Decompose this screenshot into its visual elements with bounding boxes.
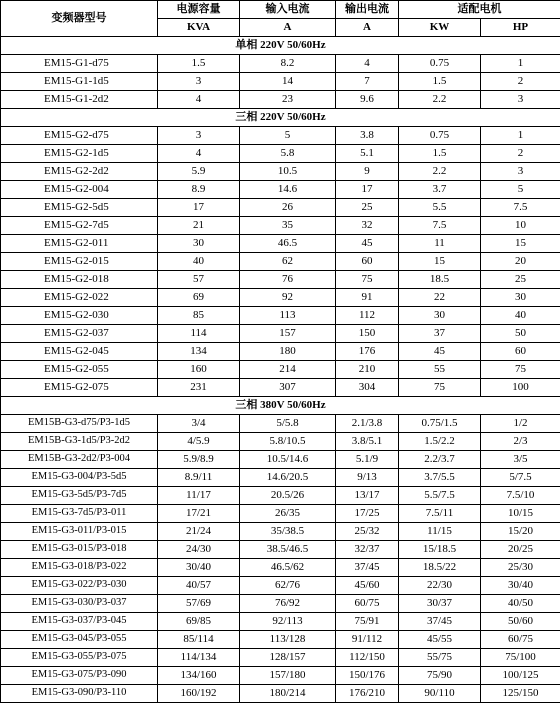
cell-motor-kw: 18.5 (399, 271, 481, 289)
cell-input-current: 14 (240, 73, 336, 91)
cell-input-current: 113 (240, 307, 336, 325)
cell-input-current: 5/5.8 (240, 415, 336, 433)
cell-motor-kw: 55/75 (399, 649, 481, 667)
cell-model: EM15-G2-004 (1, 181, 158, 199)
cell-model: EM15-G1-1d5 (1, 73, 158, 91)
table-row (1, 415, 560, 433)
cell-output-current: 176/210 (336, 685, 399, 703)
cell-input-current: 76/92 (240, 595, 336, 613)
table-row (1, 487, 560, 505)
cell-motor-kw: 30 (399, 307, 481, 325)
cell-motor-hp: 50/60 (481, 613, 560, 631)
cell-model: EM15-G2-055 (1, 361, 158, 379)
cell-motor-hp: 25/30 (481, 559, 560, 577)
cell-output-current: 3.8/5.1 (336, 433, 399, 451)
cell-capacity: 4/5.9 (158, 433, 240, 451)
table-row (1, 631, 560, 649)
cell-motor-hp: 75/100 (481, 649, 560, 667)
section-2 (1, 109, 560, 397)
cell-output-current: 150 (336, 325, 399, 343)
cell-capacity: 3 (158, 73, 240, 91)
cell-capacity: 85/114 (158, 631, 240, 649)
table-row (1, 613, 560, 631)
cell-motor-hp: 7.5 (481, 199, 560, 217)
cell-input-current: 35 (240, 217, 336, 235)
cell-output-current: 112/150 (336, 649, 399, 667)
section-title-row (1, 109, 560, 127)
cell-capacity: 21/24 (158, 523, 240, 541)
cell-capacity: 8.9 (158, 181, 240, 199)
cell-input-current: 76 (240, 271, 336, 289)
cell-output-current: 13/17 (336, 487, 399, 505)
cell-model: EM15-G3-022/P3-030 (1, 577, 158, 595)
cell-output-current: 25 (336, 199, 399, 217)
cell-input-current: 35/38.5 (240, 523, 336, 541)
cell-capacity: 3/4 (158, 415, 240, 433)
cell-motor-hp: 15 (481, 235, 560, 253)
cell-input-current: 157/180 (240, 667, 336, 685)
table-row (1, 577, 560, 595)
table-row (1, 235, 560, 253)
table-row (1, 127, 560, 145)
cell-capacity: 134/160 (158, 667, 240, 685)
table-row (1, 91, 560, 109)
table-row (1, 343, 560, 361)
cell-motor-hp: 100 (481, 379, 560, 397)
cell-model: EM15-G3-015/P3-018 (1, 541, 158, 559)
table-row (1, 181, 560, 199)
cell-model: EM15-G1-d75 (1, 55, 158, 73)
cell-motor-kw: 5.5 (399, 199, 481, 217)
table-row (1, 307, 560, 325)
table-row (1, 145, 560, 163)
section-title: 单相 220V 50/60Hz (1, 37, 560, 55)
cell-model: EM15-G3-5d5/P3-7d5 (1, 487, 158, 505)
cell-input-current: 113/128 (240, 631, 336, 649)
cell-input-current: 26/35 (240, 505, 336, 523)
cell-motor-hp: 30 (481, 289, 560, 307)
cell-output-current: 150/176 (336, 667, 399, 685)
table-row (1, 451, 560, 469)
cell-capacity: 160/192 (158, 685, 240, 703)
cell-motor-hp: 1/2 (481, 415, 560, 433)
cell-model: EM15-G2-018 (1, 271, 158, 289)
cell-capacity: 4 (158, 145, 240, 163)
cell-output-current: 3.8 (336, 127, 399, 145)
cell-output-current: 9 (336, 163, 399, 181)
cell-capacity: 69 (158, 289, 240, 307)
cell-motor-hp: 25 (481, 271, 560, 289)
cell-motor-kw: 1.5 (399, 73, 481, 91)
cell-motor-hp: 10/15 (481, 505, 560, 523)
table-row (1, 667, 560, 685)
cell-input-current: 180/214 (240, 685, 336, 703)
cell-capacity: 57 (158, 271, 240, 289)
cell-model: EM15-G3-018/P3-022 (1, 559, 158, 577)
cell-capacity: 17/21 (158, 505, 240, 523)
cell-output-current: 32 (336, 217, 399, 235)
cell-output-current: 9/13 (336, 469, 399, 487)
cell-capacity: 134 (158, 343, 240, 361)
cell-model: EM15-G2-2d2 (1, 163, 158, 181)
table-row (1, 379, 560, 397)
cell-motor-kw: 90/110 (399, 685, 481, 703)
cell-motor-kw: 37 (399, 325, 481, 343)
cell-model: EM15-G2-5d5 (1, 199, 158, 217)
cell-motor-hp: 20/25 (481, 541, 560, 559)
cell-motor-kw: 11/15 (399, 523, 481, 541)
table-row (1, 433, 560, 451)
cell-motor-hp: 1 (481, 55, 560, 73)
cell-motor-hp: 40 (481, 307, 560, 325)
cell-capacity: 114/134 (158, 649, 240, 667)
section-1 (1, 37, 560, 109)
cell-capacity: 85 (158, 307, 240, 325)
cell-output-current: 60 (336, 253, 399, 271)
cell-motor-kw: 5.5/7.5 (399, 487, 481, 505)
cell-motor-hp: 3/5 (481, 451, 560, 469)
cell-output-current: 176 (336, 343, 399, 361)
cell-model: EM15-G3-045/P3-055 (1, 631, 158, 649)
cell-motor-kw: 11 (399, 235, 481, 253)
table-row (1, 73, 560, 91)
cell-motor-kw: 18.5/22 (399, 559, 481, 577)
header-hp: HP (481, 19, 560, 37)
cell-motor-kw: 2.2/3.7 (399, 451, 481, 469)
cell-model: EM15-G3-075/P3-090 (1, 667, 158, 685)
cell-capacity: 114 (158, 325, 240, 343)
cell-input-current: 307 (240, 379, 336, 397)
section-title-row (1, 397, 560, 415)
cell-motor-hp: 125/150 (481, 685, 560, 703)
cell-input-current: 180 (240, 343, 336, 361)
cell-motor-hp: 3 (481, 91, 560, 109)
cell-model: EM15-G3-7d5/P3-011 (1, 505, 158, 523)
cell-motor-hp: 10 (481, 217, 560, 235)
cell-output-current: 75 (336, 271, 399, 289)
cell-motor-hp: 1 (481, 127, 560, 145)
cell-capacity: 24/30 (158, 541, 240, 559)
cell-motor-kw: 0.75/1.5 (399, 415, 481, 433)
header-output-current: 输出电流 (336, 1, 399, 19)
cell-model: EM15-G3-004/P3-5d5 (1, 469, 158, 487)
cell-model: EM15-G2-015 (1, 253, 158, 271)
cell-motor-kw: 75/90 (399, 667, 481, 685)
cell-capacity: 30/40 (158, 559, 240, 577)
table-row (1, 541, 560, 559)
cell-input-current: 10.5 (240, 163, 336, 181)
cell-model: EM15-G3-030/P3-037 (1, 595, 158, 613)
header-model: 变频器型号 (1, 1, 158, 37)
cell-model: EM15-G1-2d2 (1, 91, 158, 109)
cell-input-current: 62 (240, 253, 336, 271)
cell-motor-kw: 1.5/2.2 (399, 433, 481, 451)
cell-input-current: 5 (240, 127, 336, 145)
cell-motor-hp: 5 (481, 181, 560, 199)
cell-motor-hp: 75 (481, 361, 560, 379)
header-input-unit: A (240, 19, 336, 37)
table-row (1, 595, 560, 613)
cell-output-current: 9.6 (336, 91, 399, 109)
cell-capacity: 160 (158, 361, 240, 379)
cell-motor-hp: 2 (481, 73, 560, 91)
cell-model: EM15B-G3-d75/P3-1d5 (1, 415, 158, 433)
header-input-current: 输入电流 (240, 1, 336, 19)
cell-capacity: 11/17 (158, 487, 240, 505)
cell-motor-hp: 100/125 (481, 667, 560, 685)
cell-model: EM15-G3-011/P3-015 (1, 523, 158, 541)
table-row (1, 361, 560, 379)
table-row (1, 469, 560, 487)
cell-motor-kw: 37/45 (399, 613, 481, 631)
cell-motor-kw: 15/18.5 (399, 541, 481, 559)
cell-model: EM15B-G3-2d2/P3-004 (1, 451, 158, 469)
cell-motor-kw: 0.75 (399, 55, 481, 73)
table-row (1, 217, 560, 235)
header-kw: KW (399, 19, 481, 37)
cell-output-current: 2.1/3.8 (336, 415, 399, 433)
table-row (1, 523, 560, 541)
cell-motor-kw: 7.5/11 (399, 505, 481, 523)
cell-capacity: 57/69 (158, 595, 240, 613)
cell-model: EM15-G2-1d5 (1, 145, 158, 163)
cell-output-current: 25/32 (336, 523, 399, 541)
cell-capacity: 8.9/11 (158, 469, 240, 487)
cell-motor-kw: 0.75 (399, 127, 481, 145)
cell-input-current: 46.5 (240, 235, 336, 253)
cell-model: EM15-G2-7d5 (1, 217, 158, 235)
cell-model: EM15-G2-011 (1, 235, 158, 253)
cell-output-current: 91 (336, 289, 399, 307)
cell-model: EM15-G3-090/P3-110 (1, 685, 158, 703)
cell-input-current: 14.6/20.5 (240, 469, 336, 487)
cell-model: EM15-G2-045 (1, 343, 158, 361)
cell-output-current: 45 (336, 235, 399, 253)
table-row (1, 289, 560, 307)
table-row (1, 55, 560, 73)
table-row (1, 325, 560, 343)
table-row (1, 505, 560, 523)
cell-output-current: 5.1/9 (336, 451, 399, 469)
table-row (1, 271, 560, 289)
cell-input-current: 26 (240, 199, 336, 217)
table-row (1, 199, 560, 217)
cell-motor-kw: 2.2 (399, 163, 481, 181)
cell-model: EM15-G2-030 (1, 307, 158, 325)
cell-capacity: 5.9/8.9 (158, 451, 240, 469)
cell-output-current: 91/112 (336, 631, 399, 649)
cell-capacity: 69/85 (158, 613, 240, 631)
cell-model: EM15-G2-037 (1, 325, 158, 343)
cell-motor-kw: 3.7/5.5 (399, 469, 481, 487)
header-motor: 适配电机 (399, 1, 560, 19)
cell-motor-kw: 55 (399, 361, 481, 379)
header-capacity-unit: KVA (158, 19, 240, 37)
cell-input-current: 23 (240, 91, 336, 109)
table-row (1, 163, 560, 181)
cell-capacity: 21 (158, 217, 240, 235)
cell-capacity: 3 (158, 127, 240, 145)
cell-motor-kw: 75 (399, 379, 481, 397)
cell-motor-hp: 7.5/10 (481, 487, 560, 505)
cell-input-current: 38.5/46.5 (240, 541, 336, 559)
header-output-unit: A (336, 19, 399, 37)
cell-motor-hp: 60/75 (481, 631, 560, 649)
cell-motor-hp: 5/7.5 (481, 469, 560, 487)
cell-motor-kw: 2.2 (399, 91, 481, 109)
cell-output-current: 75/91 (336, 613, 399, 631)
cell-input-current: 92 (240, 289, 336, 307)
cell-output-current: 5.1 (336, 145, 399, 163)
cell-model: EM15B-G3-1d5/P3-2d2 (1, 433, 158, 451)
cell-input-current: 128/157 (240, 649, 336, 667)
table-row (1, 685, 560, 703)
cell-input-current: 14.6 (240, 181, 336, 199)
cell-model: EM15-G3-055/P3-075 (1, 649, 158, 667)
cell-output-current: 17 (336, 181, 399, 199)
cell-output-current: 17/25 (336, 505, 399, 523)
cell-input-current: 8.2 (240, 55, 336, 73)
cell-motor-kw: 3.7 (399, 181, 481, 199)
cell-capacity: 4 (158, 91, 240, 109)
cell-motor-kw: 1.5 (399, 145, 481, 163)
cell-motor-hp: 2 (481, 145, 560, 163)
cell-capacity: 231 (158, 379, 240, 397)
cell-motor-hp: 20 (481, 253, 560, 271)
cell-input-current: 62/76 (240, 577, 336, 595)
cell-output-current: 60/75 (336, 595, 399, 613)
table-row (1, 559, 560, 577)
cell-model: EM15-G2-d75 (1, 127, 158, 145)
cell-output-current: 45/60 (336, 577, 399, 595)
cell-capacity: 30 (158, 235, 240, 253)
cell-motor-kw: 22 (399, 289, 481, 307)
cell-input-current: 157 (240, 325, 336, 343)
cell-motor-hp: 2/3 (481, 433, 560, 451)
header-capacity: 电源容量 (158, 1, 240, 19)
cell-motor-kw: 22/30 (399, 577, 481, 595)
cell-output-current: 112 (336, 307, 399, 325)
cell-input-current: 20.5/26 (240, 487, 336, 505)
cell-capacity: 1.5 (158, 55, 240, 73)
cell-input-current: 5.8 (240, 145, 336, 163)
table-row (1, 253, 560, 271)
cell-output-current: 304 (336, 379, 399, 397)
cell-motor-hp: 3 (481, 163, 560, 181)
cell-model: EM15-G2-075 (1, 379, 158, 397)
section-3 (1, 397, 560, 703)
cell-input-current: 46.5/62 (240, 559, 336, 577)
section-title: 三相 380V 50/60Hz (1, 397, 560, 415)
cell-motor-kw: 45/55 (399, 631, 481, 649)
cell-input-current: 10.5/14.6 (240, 451, 336, 469)
cell-output-current: 4 (336, 55, 399, 73)
cell-model: EM15-G2-022 (1, 289, 158, 307)
cell-input-current: 214 (240, 361, 336, 379)
section-title: 三相 220V 50/60Hz (1, 109, 560, 127)
cell-capacity: 40/57 (158, 577, 240, 595)
cell-motor-hp: 60 (481, 343, 560, 361)
cell-motor-kw: 15 (399, 253, 481, 271)
cell-motor-kw: 45 (399, 343, 481, 361)
cell-model: EM15-G3-037/P3-045 (1, 613, 158, 631)
cell-motor-hp: 30/40 (481, 577, 560, 595)
cell-capacity: 5.9 (158, 163, 240, 181)
cell-capacity: 17 (158, 199, 240, 217)
cell-input-current: 92/113 (240, 613, 336, 631)
cell-motor-kw: 30/37 (399, 595, 481, 613)
cell-output-current: 32/37 (336, 541, 399, 559)
table-row (1, 649, 560, 667)
cell-output-current: 37/45 (336, 559, 399, 577)
section-title-row (1, 37, 560, 55)
cell-output-current: 7 (336, 73, 399, 91)
cell-motor-kw: 7.5 (399, 217, 481, 235)
cell-motor-hp: 50 (481, 325, 560, 343)
cell-output-current: 210 (336, 361, 399, 379)
cell-capacity: 40 (158, 253, 240, 271)
cell-motor-hp: 15/20 (481, 523, 560, 541)
cell-motor-hp: 40/50 (481, 595, 560, 613)
cell-input-current: 5.8/10.5 (240, 433, 336, 451)
